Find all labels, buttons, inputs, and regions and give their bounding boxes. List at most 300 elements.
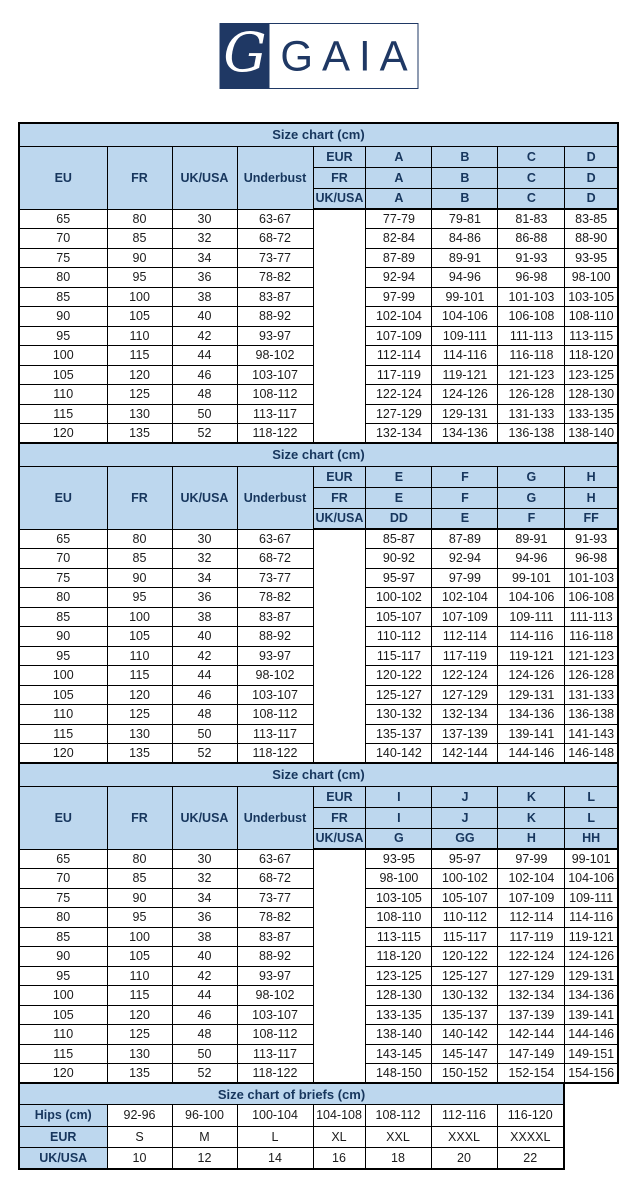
cup-size-header: DD	[366, 508, 432, 529]
cup-size-header: J	[432, 807, 498, 828]
cup-system-label: FR	[313, 807, 366, 828]
cup-range-cell: 109-111	[498, 607, 565, 627]
cup-range-cell: 103-105	[565, 287, 618, 307]
cup-range-cell: 87-89	[432, 529, 498, 549]
cup-range-cell: 117-119	[366, 365, 432, 385]
cup-range-cell: 97-99	[498, 849, 565, 869]
fr-size-cell: 90	[107, 248, 172, 268]
cup-range-cell: 149-151	[565, 1044, 618, 1064]
uk-usa-size-cell: 32	[172, 549, 237, 569]
cup-range-cell: 142-144	[432, 744, 498, 764]
cup-range-cell: 135-137	[366, 724, 432, 744]
cup-range-cell: 137-139	[498, 1005, 565, 1025]
column-header-eu: EU	[19, 146, 107, 209]
uk-usa-size-cell: 40	[172, 627, 237, 647]
cup-range-cell: 127-129	[366, 404, 432, 424]
cup-range-cell: 125-127	[432, 966, 498, 986]
uk-usa-size-cell: 32	[172, 869, 237, 889]
size-row	[19, 1025, 618, 1045]
underbust-range-cell: 98-102	[237, 666, 313, 686]
uk-usa-size-cell: 40	[172, 947, 237, 967]
cup-range-cell: 135-137	[432, 1005, 498, 1025]
cup-range-cell: 117-119	[498, 927, 565, 947]
briefs-row-label: Hips (cm)	[19, 1105, 107, 1127]
briefs-value-cell: 116-120	[497, 1105, 564, 1127]
cup-size-header: I	[366, 786, 432, 807]
cup-range-cell: 146-148	[565, 744, 618, 764]
briefs-value-cell: XXXL	[431, 1126, 497, 1148]
cup-range-cell: 116-118	[565, 627, 618, 647]
eu-size-cell: 85	[19, 607, 107, 627]
cup-size-header: D	[565, 188, 618, 209]
cup-range-cell: 110-112	[366, 627, 432, 647]
cup-range-cell: 112-114	[432, 627, 498, 647]
uk-usa-size-cell: 46	[172, 685, 237, 705]
cup-range-cell: 88-90	[565, 229, 618, 249]
cup-range-cell: 90-92	[366, 549, 432, 569]
cup-range-cell: 139-141	[565, 1005, 618, 1025]
cup-size-header: GG	[432, 828, 498, 849]
uk-usa-size-cell: 34	[172, 568, 237, 588]
cup-range-cell: 130-132	[366, 705, 432, 725]
cup-range-cell: 132-134	[432, 705, 498, 725]
fr-size-cell: 120	[107, 685, 172, 705]
cup-range-cell: 86-88	[498, 229, 565, 249]
cup-range-cell: 105-107	[366, 607, 432, 627]
cup-size-header: B	[432, 146, 498, 167]
cup-range-cell: 129-131	[565, 966, 618, 986]
uk-usa-size-cell: 42	[172, 966, 237, 986]
bra-size-chart-table-3	[18, 762, 619, 1084]
cup-range-cell: 144-146	[565, 1025, 618, 1045]
cup-range-cell: 104-106	[565, 869, 618, 889]
spacer-cell	[313, 966, 366, 986]
cup-range-cell: 112-114	[498, 908, 565, 928]
cup-range-cell: 138-140	[366, 1025, 432, 1045]
cup-system-label: UK/USA	[313, 188, 366, 209]
spacer-cell	[313, 744, 366, 764]
eu-size-cell: 120	[19, 424, 107, 444]
eu-size-cell: 120	[19, 744, 107, 764]
size-row	[19, 744, 618, 764]
cup-range-cell: 129-131	[432, 404, 498, 424]
cup-range-cell: 134-136	[498, 705, 565, 725]
uk-usa-size-cell: 38	[172, 927, 237, 947]
spacer-cell	[313, 287, 366, 307]
underbust-range-cell: 83-87	[237, 287, 313, 307]
uk-usa-size-cell: 32	[172, 229, 237, 249]
size-row	[19, 424, 618, 444]
cup-range-cell: 139-141	[498, 724, 565, 744]
cup-range-cell: 89-91	[498, 529, 565, 549]
fr-size-cell: 80	[107, 209, 172, 229]
fr-size-cell: 135	[107, 744, 172, 764]
cup-size-header: A	[366, 146, 432, 167]
spacer-cell	[313, 588, 366, 608]
underbust-range-cell: 113-117	[237, 724, 313, 744]
cup-size-header: A	[366, 167, 432, 188]
briefs-value-cell: M	[172, 1126, 237, 1148]
cup-system-label: UK/USA	[313, 508, 366, 529]
underbust-range-cell: 78-82	[237, 908, 313, 928]
cup-size-header: F	[432, 487, 498, 508]
fr-size-cell: 125	[107, 705, 172, 725]
fr-size-cell: 95	[107, 908, 172, 928]
fr-size-cell: 80	[107, 529, 172, 549]
cup-range-cell: 145-147	[432, 1044, 498, 1064]
fr-size-cell: 85	[107, 549, 172, 569]
cup-size-header: D	[565, 167, 618, 188]
eu-size-cell: 80	[19, 908, 107, 928]
cup-range-cell: 91-93	[565, 529, 618, 549]
spacer-cell	[313, 927, 366, 947]
spacer-cell	[313, 229, 366, 249]
cup-range-cell: 99-101	[498, 568, 565, 588]
cup-range-cell: 97-99	[366, 287, 432, 307]
cup-range-cell: 102-104	[498, 869, 565, 889]
cup-range-cell: 107-109	[432, 607, 498, 627]
size-row	[19, 888, 618, 908]
underbust-range-cell: 68-72	[237, 229, 313, 249]
column-header-uk-usa: UK/USA	[172, 146, 237, 209]
uk-usa-size-cell: 40	[172, 307, 237, 327]
cup-range-cell: 79-81	[432, 209, 498, 229]
spacer-cell	[313, 248, 366, 268]
underbust-range-cell: 103-107	[237, 1005, 313, 1025]
fr-size-cell: 100	[107, 607, 172, 627]
cup-system-label: EUR	[313, 146, 366, 167]
cup-range-cell: 108-110	[366, 908, 432, 928]
spacer-cell	[313, 666, 366, 686]
uk-usa-size-cell: 38	[172, 287, 237, 307]
cup-range-cell: 109-111	[565, 888, 618, 908]
underbust-range-cell: 88-92	[237, 627, 313, 647]
spacer-cell	[313, 326, 366, 346]
cup-range-cell: 141-143	[565, 724, 618, 744]
spacer-cell	[313, 1044, 366, 1064]
underbust-range-cell: 83-87	[237, 607, 313, 627]
column-header-underbust: Underbust	[237, 466, 313, 529]
cup-range-cell: 137-139	[432, 724, 498, 744]
column-header-eu: EU	[19, 466, 107, 529]
cup-range-cell: 132-134	[366, 424, 432, 444]
underbust-range-cell: 103-107	[237, 685, 313, 705]
cup-range-cell: 131-133	[565, 685, 618, 705]
size-row	[19, 869, 618, 889]
cup-size-header: K	[498, 786, 565, 807]
underbust-range-cell: 118-122	[237, 424, 313, 444]
uk-usa-size-cell: 42	[172, 646, 237, 666]
underbust-range-cell: 88-92	[237, 947, 313, 967]
cup-size-header: G	[366, 828, 432, 849]
briefs-value-cell: 20	[431, 1148, 497, 1170]
size-row	[19, 849, 618, 869]
cup-size-header: K	[498, 807, 565, 828]
cup-range-cell: 121-123	[565, 646, 618, 666]
table-title: Size chart (cm)	[19, 763, 618, 786]
cup-range-cell: 113-115	[565, 326, 618, 346]
briefs-value-cell: 112-116	[431, 1105, 497, 1127]
size-row	[19, 268, 618, 288]
cup-range-cell: 124-126	[432, 385, 498, 405]
spacer-cell	[313, 209, 366, 229]
uk-usa-size-cell: 46	[172, 1005, 237, 1025]
underbust-range-cell: 108-112	[237, 1025, 313, 1045]
cup-range-cell: 110-112	[432, 908, 498, 928]
cup-range-cell: 123-125	[565, 365, 618, 385]
eu-size-cell: 85	[19, 927, 107, 947]
fr-size-cell: 125	[107, 1025, 172, 1045]
cup-system-label: EUR	[313, 466, 366, 487]
cup-range-cell: 140-142	[366, 744, 432, 764]
cup-size-header: B	[432, 167, 498, 188]
cup-size-header: L	[565, 807, 618, 828]
cup-range-cell: 143-145	[366, 1044, 432, 1064]
cup-range-cell: 132-134	[498, 986, 565, 1006]
cup-size-header: I	[366, 807, 432, 828]
fr-size-cell: 105	[107, 307, 172, 327]
cup-range-cell: 126-128	[565, 666, 618, 686]
cup-size-header: F	[432, 466, 498, 487]
eu-size-cell: 95	[19, 646, 107, 666]
fr-size-cell: 115	[107, 986, 172, 1006]
eu-size-cell: 95	[19, 966, 107, 986]
fr-size-cell: 110	[107, 646, 172, 666]
briefs-value-cell: S	[107, 1126, 172, 1148]
underbust-range-cell: 108-112	[237, 385, 313, 405]
underbust-range-cell: 93-97	[237, 326, 313, 346]
size-row	[19, 685, 618, 705]
uk-usa-size-cell: 48	[172, 385, 237, 405]
briefs-value-cell: XXXXL	[497, 1126, 564, 1148]
cup-range-cell: 95-97	[432, 849, 498, 869]
cup-range-cell: 84-86	[432, 229, 498, 249]
eu-size-cell: 110	[19, 705, 107, 725]
cup-size-header: J	[432, 786, 498, 807]
fr-size-cell: 110	[107, 326, 172, 346]
eu-size-cell: 65	[19, 849, 107, 869]
cup-range-cell: 113-115	[366, 927, 432, 947]
briefs-value-cell: 22	[497, 1148, 564, 1170]
uk-usa-size-cell: 44	[172, 986, 237, 1006]
uk-usa-size-cell: 30	[172, 209, 237, 229]
uk-usa-size-cell: 36	[172, 268, 237, 288]
cup-range-cell: 122-124	[498, 947, 565, 967]
spacer-cell	[313, 986, 366, 1006]
briefs-value-cell: XXL	[365, 1126, 431, 1148]
spacer-cell	[313, 607, 366, 627]
briefs-row	[19, 1148, 564, 1170]
fr-size-cell: 115	[107, 346, 172, 366]
spacer-cell	[313, 1005, 366, 1025]
fr-size-cell: 130	[107, 404, 172, 424]
size-row	[19, 666, 618, 686]
briefs-row-label: EUR	[19, 1126, 107, 1148]
cup-range-cell: 120-122	[366, 666, 432, 686]
cup-size-header: E	[366, 466, 432, 487]
fr-size-cell: 100	[107, 287, 172, 307]
spacer-cell	[313, 908, 366, 928]
briefs-value-cell: L	[237, 1126, 313, 1148]
eu-size-cell: 85	[19, 287, 107, 307]
size-row	[19, 549, 618, 569]
size-row	[19, 229, 618, 249]
cup-range-cell: 89-91	[432, 248, 498, 268]
cup-range-cell: 119-121	[432, 365, 498, 385]
eu-size-cell: 80	[19, 268, 107, 288]
cup-range-cell: 109-111	[432, 326, 498, 346]
fr-size-cell: 135	[107, 1064, 172, 1084]
uk-usa-size-cell: 44	[172, 666, 237, 686]
size-row	[19, 326, 618, 346]
underbust-range-cell: 93-97	[237, 966, 313, 986]
cup-range-cell: 120-122	[432, 947, 498, 967]
uk-usa-size-cell: 42	[172, 326, 237, 346]
briefs-row	[19, 1126, 564, 1148]
cup-range-cell: 95-97	[366, 568, 432, 588]
spacer-cell	[313, 947, 366, 967]
spacer-cell	[313, 307, 366, 327]
uk-usa-size-cell: 52	[172, 744, 237, 764]
cup-range-cell: 106-108	[565, 588, 618, 608]
brand-logo	[220, 23, 419, 89]
fr-size-cell: 120	[107, 365, 172, 385]
column-header-fr: FR	[107, 786, 172, 849]
cup-range-cell: 119-121	[498, 646, 565, 666]
uk-usa-size-cell: 44	[172, 346, 237, 366]
briefs-size-chart-table	[18, 1082, 565, 1170]
size-row	[19, 209, 618, 229]
fr-size-cell: 135	[107, 424, 172, 444]
cup-range-cell: 140-142	[432, 1025, 498, 1045]
cup-range-cell: 144-146	[498, 744, 565, 764]
eu-size-cell: 90	[19, 947, 107, 967]
size-row	[19, 908, 618, 928]
cup-range-cell: 124-126	[565, 947, 618, 967]
fr-size-cell: 95	[107, 588, 172, 608]
size-row	[19, 365, 618, 385]
eu-size-cell: 115	[19, 724, 107, 744]
uk-usa-size-cell: 48	[172, 1025, 237, 1045]
uk-usa-size-cell: 38	[172, 607, 237, 627]
spacer-cell	[313, 268, 366, 288]
cup-range-cell: 126-128	[498, 385, 565, 405]
briefs-value-cell: 18	[365, 1148, 431, 1170]
cup-size-header: D	[565, 146, 618, 167]
uk-usa-size-cell: 48	[172, 705, 237, 725]
cup-range-cell: 98-100	[366, 869, 432, 889]
cup-range-cell: 119-121	[565, 927, 618, 947]
uk-usa-size-cell: 34	[172, 248, 237, 268]
cup-range-cell: 101-103	[498, 287, 565, 307]
underbust-range-cell: 68-72	[237, 549, 313, 569]
column-header-fr: FR	[107, 466, 172, 529]
eu-size-cell: 110	[19, 1025, 107, 1045]
size-row	[19, 966, 618, 986]
cup-range-cell: 114-116	[565, 908, 618, 928]
cup-range-cell: 87-89	[366, 248, 432, 268]
table-title: Size chart (cm)	[19, 443, 618, 466]
eu-size-cell: 115	[19, 1044, 107, 1064]
cup-range-cell: 123-125	[366, 966, 432, 986]
cup-size-header: C	[498, 146, 565, 167]
fr-size-cell: 100	[107, 927, 172, 947]
eu-size-cell: 65	[19, 209, 107, 229]
cup-range-cell: 148-150	[366, 1064, 432, 1084]
size-row	[19, 307, 618, 327]
cup-range-cell: 85-87	[366, 529, 432, 549]
cup-range-cell: 152-154	[498, 1064, 565, 1084]
bra-size-chart-table-1	[18, 122, 619, 444]
cup-range-cell: 104-106	[432, 307, 498, 327]
size-row	[19, 986, 618, 1006]
cup-system-label: FR	[313, 487, 366, 508]
eu-size-cell: 105	[19, 1005, 107, 1025]
eu-size-cell: 110	[19, 385, 107, 405]
cup-range-cell: 114-116	[498, 627, 565, 647]
briefs-value-cell: 10	[107, 1148, 172, 1170]
logo-monogram-icon	[221, 21, 270, 88]
cup-range-cell: 92-94	[432, 549, 498, 569]
uk-usa-size-cell: 52	[172, 424, 237, 444]
eu-size-cell: 70	[19, 549, 107, 569]
cup-range-cell: 118-120	[366, 947, 432, 967]
cup-range-cell: 121-123	[498, 365, 565, 385]
table-title: Size chart (cm)	[19, 123, 618, 146]
spacer-cell	[313, 424, 366, 444]
underbust-range-cell: 118-122	[237, 1064, 313, 1084]
cup-system-label: UK/USA	[313, 828, 366, 849]
uk-usa-size-cell: 50	[172, 724, 237, 744]
cup-range-cell: 134-136	[565, 986, 618, 1006]
cup-range-cell: 93-95	[366, 849, 432, 869]
underbust-range-cell: 73-77	[237, 568, 313, 588]
eu-size-cell: 115	[19, 404, 107, 424]
cup-size-header: H	[498, 828, 565, 849]
underbust-range-cell: 78-82	[237, 268, 313, 288]
underbust-range-cell: 118-122	[237, 744, 313, 764]
size-row	[19, 346, 618, 366]
cup-range-cell: 93-95	[565, 248, 618, 268]
cup-size-header: F	[498, 508, 565, 529]
fr-size-cell: 110	[107, 966, 172, 986]
briefs-value-cell: 14	[237, 1148, 313, 1170]
cup-range-cell: 77-79	[366, 209, 432, 229]
eu-size-cell: 70	[19, 229, 107, 249]
fr-size-cell: 85	[107, 869, 172, 889]
fr-size-cell: 115	[107, 666, 172, 686]
cup-range-cell: 81-83	[498, 209, 565, 229]
briefs-value-cell: 100-104	[237, 1105, 313, 1127]
size-row	[19, 705, 618, 725]
fr-size-cell: 95	[107, 268, 172, 288]
cup-range-cell: 111-113	[565, 607, 618, 627]
cup-range-cell: 154-156	[565, 1064, 618, 1084]
briefs-value-cell: XL	[313, 1126, 365, 1148]
fr-size-cell: 105	[107, 627, 172, 647]
cup-range-cell: 131-133	[498, 404, 565, 424]
uk-usa-size-cell: 52	[172, 1064, 237, 1084]
eu-size-cell: 90	[19, 307, 107, 327]
cup-range-cell: 114-116	[432, 346, 498, 366]
eu-size-cell: 95	[19, 326, 107, 346]
cup-range-cell: 92-94	[366, 268, 432, 288]
column-header-fr: FR	[107, 146, 172, 209]
fr-size-cell: 125	[107, 385, 172, 405]
eu-size-cell: 90	[19, 627, 107, 647]
cup-range-cell: 128-130	[565, 385, 618, 405]
underbust-range-cell: 73-77	[237, 248, 313, 268]
